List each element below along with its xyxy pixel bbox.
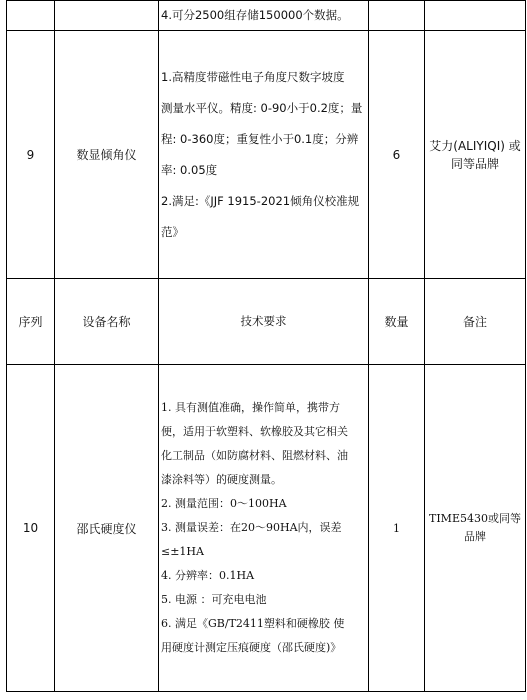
table-row — [7, 31, 526, 279]
quantity-cell — [369, 1, 425, 31]
requirement-line: 测量水平仪。精度: 0-90小于0.2度；量 — [161, 100, 363, 115]
header-serial: 序列 — [7, 279, 55, 365]
requirement-line: ≤±1HA — [161, 545, 204, 558]
requirement-line: 3. 测量误差：在20～90HA内，误差 — [161, 521, 342, 534]
quantity-cell: 6 — [369, 31, 425, 279]
requirement-line: 1.高精度带磁性电子角度尺数字坡度 — [161, 69, 345, 84]
equipment-name-cell: 数显倾角仪 — [55, 31, 159, 279]
requirement-line: 4.可分2500组存储150000个数据。 — [161, 8, 349, 22]
header-note: 备注 — [425, 279, 526, 365]
requirement-line: 用硬度计测定压痕硬度（邵氏硬度)》 — [161, 641, 342, 654]
requirement-line: 2.满足:《JJF 1915-2021倾角仪校准规 — [161, 193, 360, 208]
requirements-cell — [159, 365, 369, 692]
row-number-cell: 9 — [7, 31, 55, 279]
requirement-line: 率: 0.05度 — [161, 162, 218, 177]
quantity-cell: 1 — [369, 365, 425, 692]
note-cell: 艾力(ALIYIQI) 或同等品牌 — [425, 31, 526, 279]
requirements-cell — [159, 31, 369, 279]
requirement-line: 便，适用于软塑料、软橡胶及其它相关 — [161, 425, 348, 438]
row-number-cell: 10 — [7, 365, 55, 692]
table-row — [7, 1, 526, 31]
header-requirements: 技术要求 — [159, 279, 369, 365]
table-row — [7, 365, 526, 692]
note-cell — [425, 1, 526, 31]
row-number-cell — [7, 1, 55, 31]
header-device-name: 设备名称 — [55, 279, 159, 365]
header-quantity: 数量 — [369, 279, 425, 365]
equipment-spec-table — [6, 0, 526, 692]
requirement-line: 程: 0-360度；重复性小于0.1度；分辨 — [161, 131, 359, 146]
requirement-line: 漆涂料等）的硬度测量。 — [161, 473, 282, 486]
requirement-line: 范》 — [161, 224, 184, 239]
equipment-name-cell — [55, 1, 159, 31]
requirement-line: 4. 分辨率：0.1HA — [161, 569, 255, 582]
requirements-cell — [159, 1, 369, 31]
requirement-line: 2. 测量范围：0～100HA — [161, 497, 287, 510]
note-cell: TIME5430或同等品牌 — [425, 365, 526, 692]
requirement-line: 5. 电源 ：可充电电池 — [161, 593, 267, 606]
table-header-row — [7, 279, 526, 365]
requirement-line: 1. 具有测值准确，操作简单，携带方 — [161, 401, 340, 414]
equipment-name-cell: 邵氏硬度仪 — [55, 365, 159, 692]
requirement-line: 6. 满足《GB/T2411塑料和硬橡胶 使 — [161, 617, 345, 630]
requirement-line: 化工制品（如防腐材料、阻燃材料、油 — [161, 449, 348, 462]
